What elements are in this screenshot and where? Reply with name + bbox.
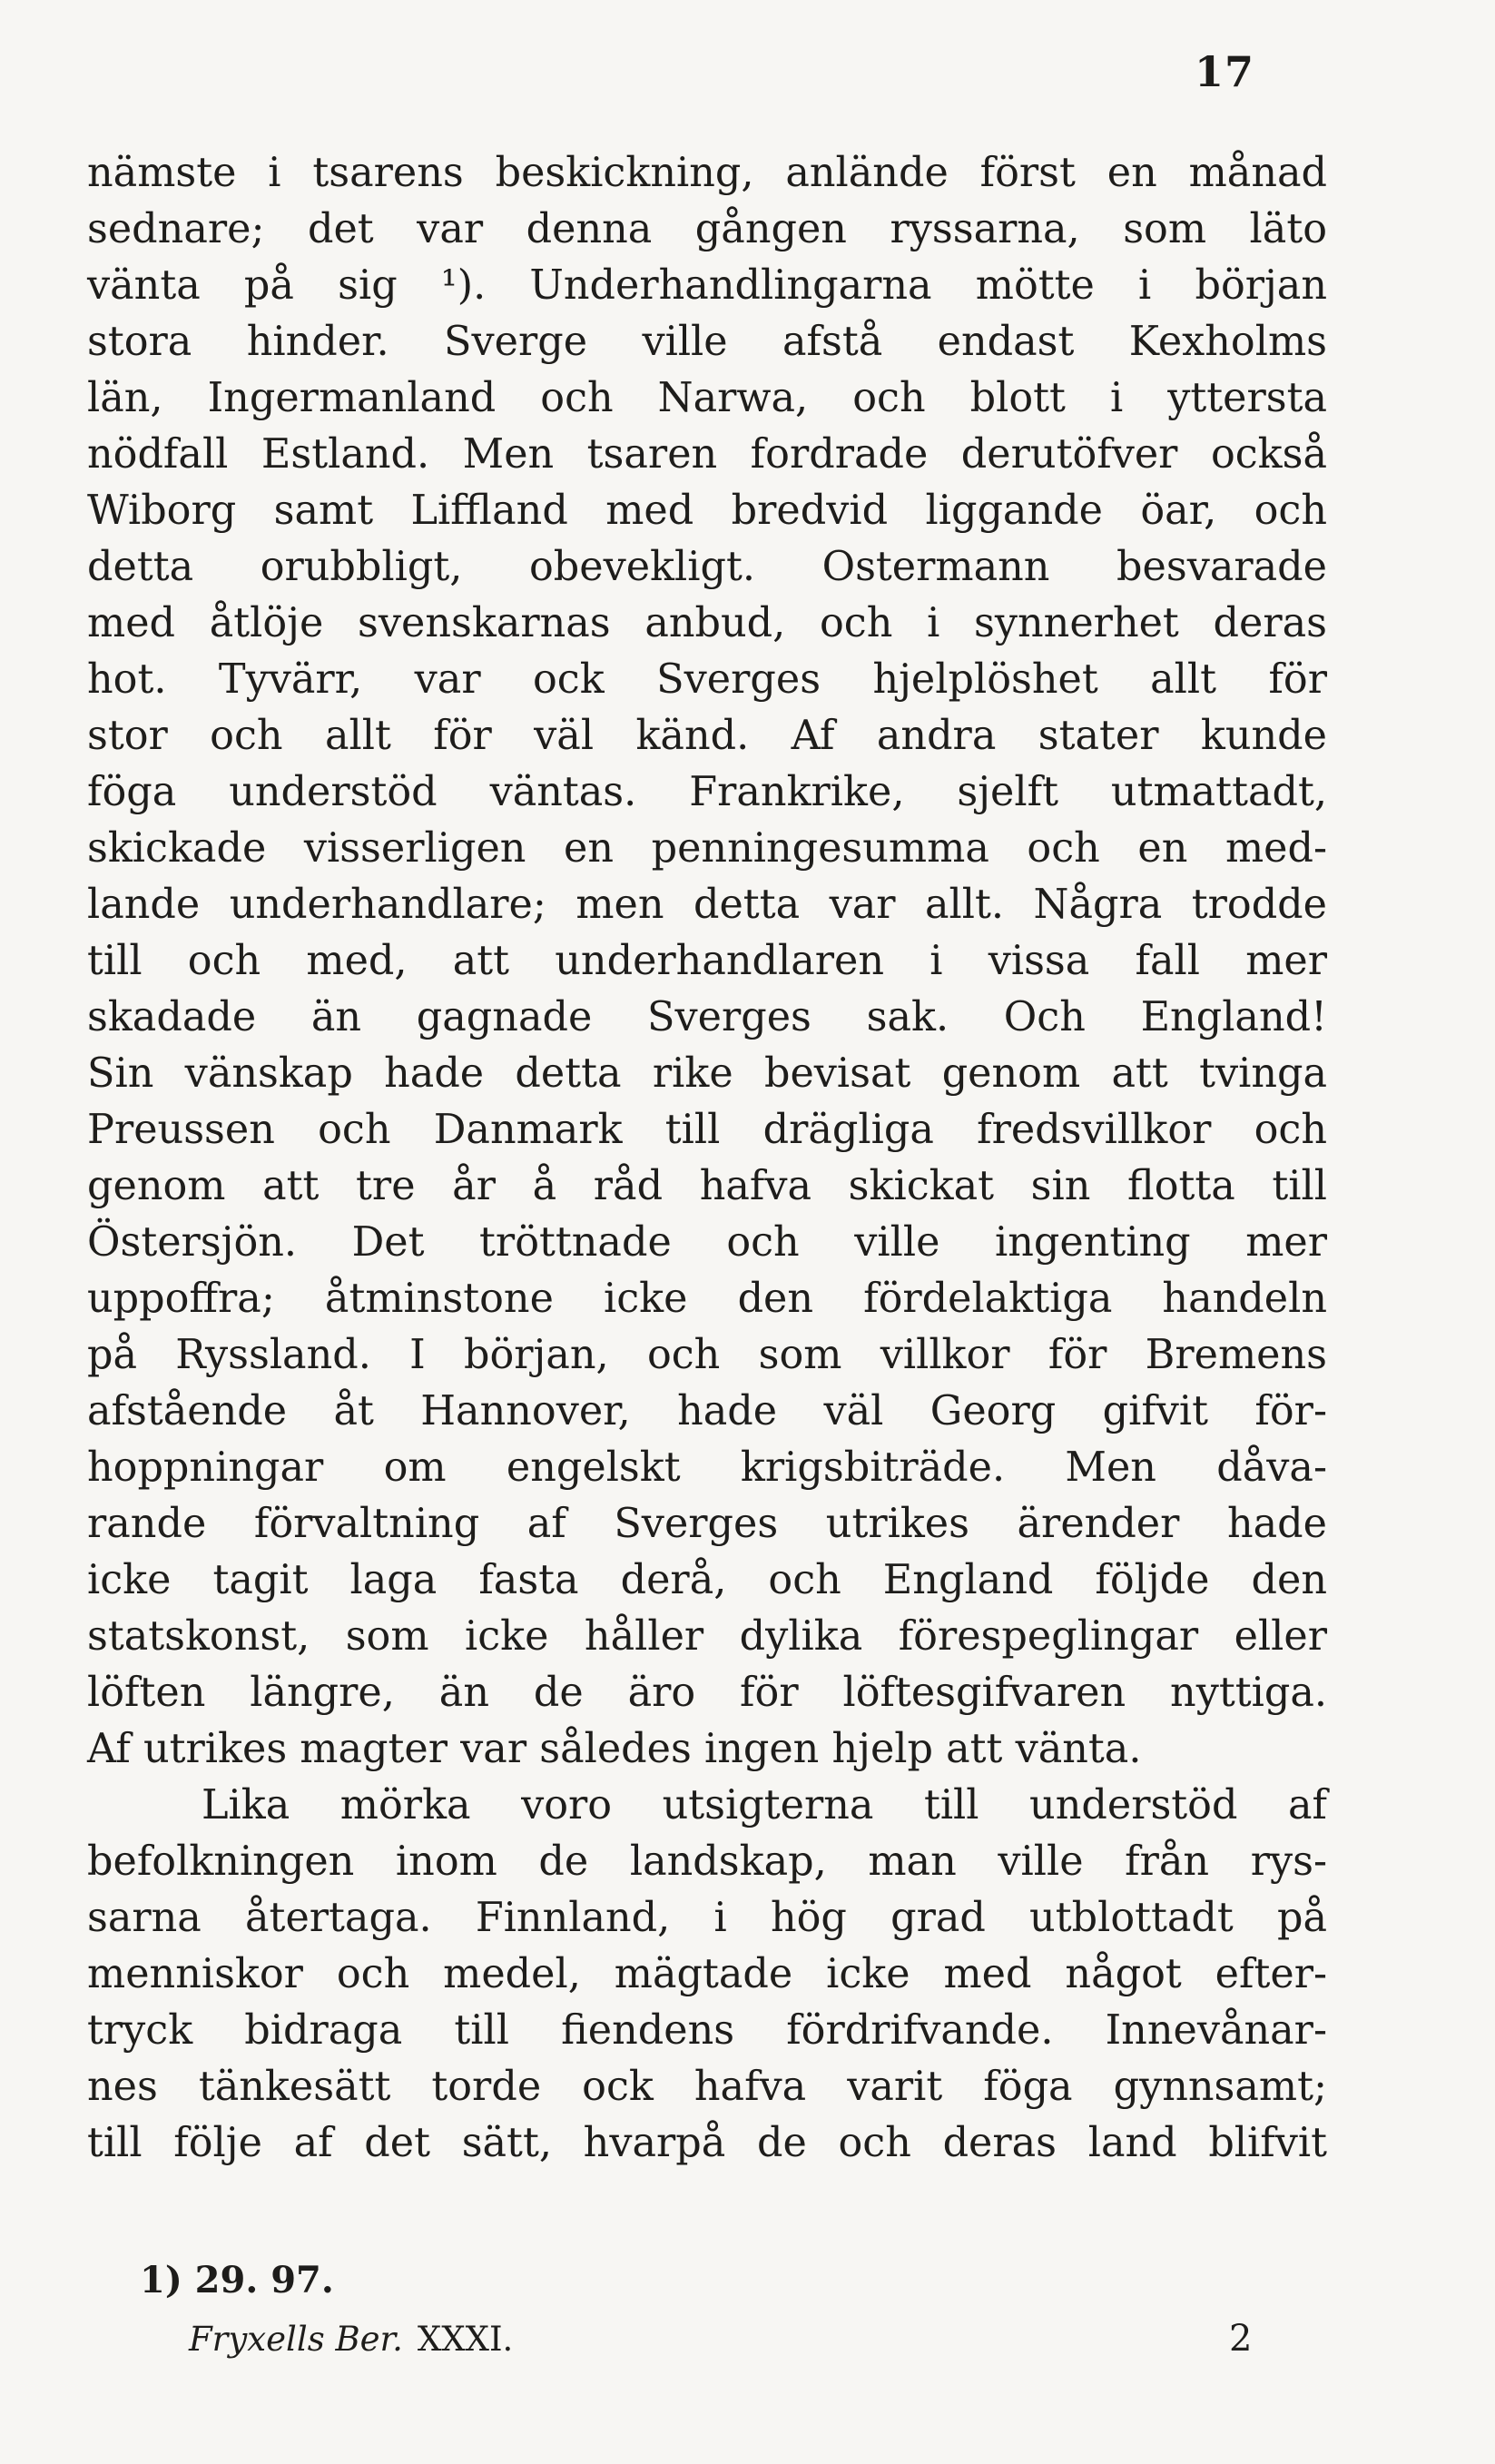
text-line: hot. Tyvärr, var ock Sverges hjelplöshet allt för	[87, 656, 1327, 703]
text-line: Preussen och Danmark till drägliga fredsvillkor och	[87, 1107, 1327, 1153]
text-line: befolkningen inom de landskap, man ville från rys-	[87, 1838, 1327, 1885]
text-line: på Ryssland. I början, och som villkor för Bremens	[87, 1332, 1327, 1378]
text-line: med åtlöje svenskarnas anbud, och i synnerhet deras	[87, 600, 1327, 646]
text-line: sarna återtaga. Finnland, i hög grad utblottadt på	[87, 1895, 1327, 1941]
text-line: till följe af det sätt, hvarpå de och deras land blifvit	[87, 2120, 1327, 2166]
text-line: nämste i tsarens beskickning, anlände först en månad	[87, 150, 1327, 196]
text-line: afstående åt Hannover, hade väl Georg gifvit för-	[87, 1388, 1327, 1434]
text-line: Wiborg samt Liffland med bredvid liggande öar, och	[87, 488, 1327, 534]
text-line: lande underhandlare; men detta var allt. Några trodde	[87, 882, 1327, 928]
sheet-number: 2	[1229, 2318, 1253, 2360]
text-line: detta orubbligt, obevekligt. Ostermann besvarade	[87, 544, 1327, 590]
text-line: genom att tre år å råd hafva skickat sin flotta till	[87, 1163, 1327, 1209]
text-line: Af utrikes magter var således ingen hjelp att vänta.	[87, 1726, 1142, 1772]
text-line: icke tagit laga fasta derå, och England följde den	[87, 1557, 1327, 1603]
text-line: vänta på sig ¹). Underhandlingarna mötte i början	[87, 262, 1327, 309]
text-line: föga understöd väntas. Frankrike, sjelft utmattadt,	[87, 769, 1327, 815]
text-line: Östersjön. Det tröttnade och ville ingenting mer	[87, 1219, 1327, 1266]
signature-volume: XXXI.	[417, 2320, 514, 2359]
body-text	[87, 145, 1327, 2172]
text-line: nödfall Estland. Men tsaren fordrade derutöfver också	[87, 431, 1327, 478]
text-line: hoppningar om engelskt krigsbiträde. Men dåva-	[87, 1444, 1327, 1491]
text-line: sednare; det var denna gången ryssarna, som läto	[87, 206, 1327, 252]
text-line: nes tänkesätt torde ock hafva varit föga gynnsamt;	[87, 2064, 1327, 2110]
page-number: 17	[1195, 47, 1255, 96]
text-line: statskonst, som icke håller dylika förespeglingar eller	[87, 1613, 1327, 1660]
text-line: stora hinder. Sverge ville afstå endast Kexholms	[87, 319, 1327, 365]
printer-signature	[189, 2320, 513, 2359]
text-line: län, Ingermanland och Narwa, och blott i yttersta	[87, 375, 1327, 421]
footnote: 1) 29. 97.	[140, 2259, 334, 2301]
text-line: Sin vänskap hade detta rike bevisat genom att tvinga	[87, 1050, 1327, 1097]
text-line: uppoffra; åtminstone icke den fördelaktiga handeln	[87, 1276, 1327, 1322]
text-line: menniskor och medel, mägtade icke med något efter-	[87, 1951, 1327, 1997]
signature-author: Fryxells Ber.	[189, 2320, 403, 2359]
text-line: till och med, att underhandlaren i vissa fall mer	[87, 938, 1327, 984]
text-line: löften längre, än de äro för löftesgifvaren nyttiga.	[87, 1670, 1327, 1716]
text-line: Lika mörka voro utsigterna till understöd af	[202, 1782, 1327, 1828]
text-line: tryck bidraga till fiendens fördrifvande. Innevånar-	[87, 2007, 1327, 2054]
text-line: skadade än gagnade Sverges sak. Och England!	[87, 994, 1327, 1040]
text-line: skickade visserligen en penningesumma och en med-	[87, 825, 1327, 872]
text-line: stor och allt för väl känd. Af andra stater kunde	[87, 713, 1327, 759]
text-line: rande förvaltning af Sverges utrikes ärender hade	[87, 1501, 1327, 1547]
